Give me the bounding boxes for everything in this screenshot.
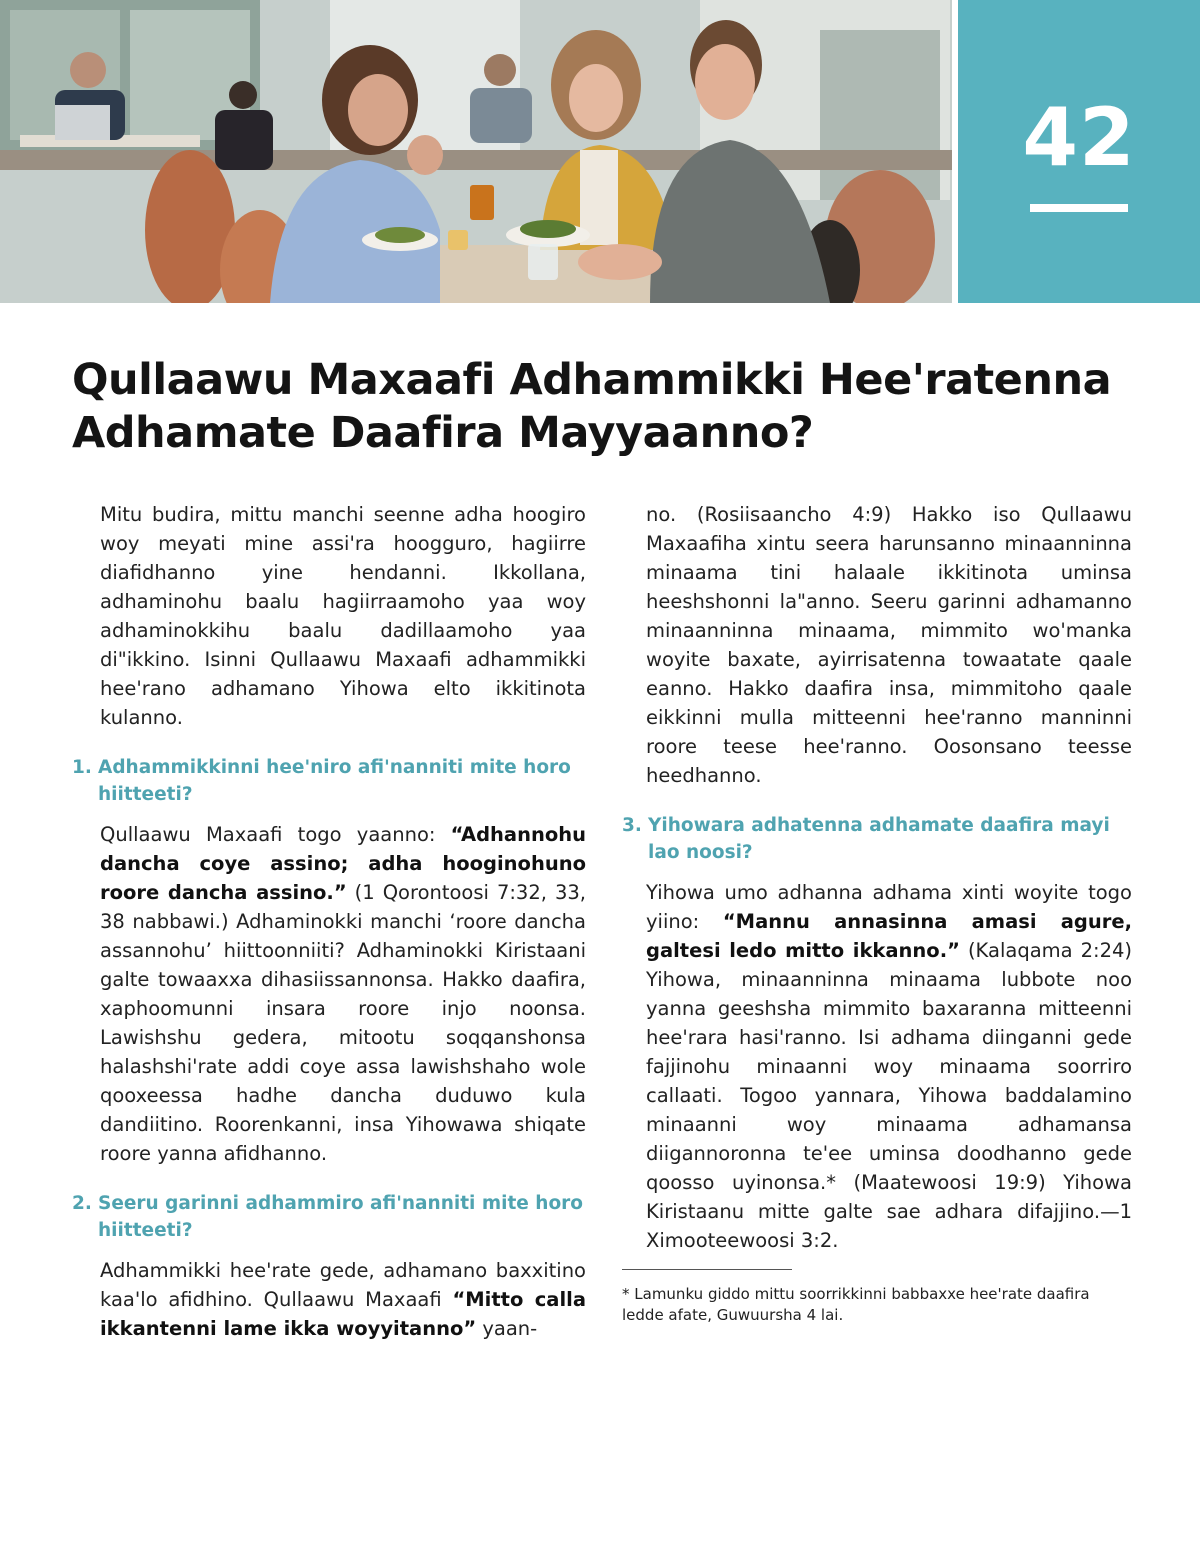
question-2-text: Seeru garinni adhammiro afi'nanniti mite horo hiitteeti? — [98, 1193, 584, 1241]
answer-2-text-a: Adhammikki hee'rate gede, adhamano baxxitino kaa'lo afidhino. Qullaawu Maxaafi — [100, 1259, 586, 1311]
question-2-number: 2. — [72, 1193, 92, 1214]
question-3-number: 3. — [622, 815, 642, 836]
question-3-text: Yihowara adhatenna adhamate daafira mayi lao noosi? — [648, 815, 1110, 863]
question-1 — [72, 754, 586, 808]
question-1-text: Adhammikkinni hee'niro afi'nanniti mite horo hiitteeti? — [98, 757, 571, 805]
answer-2-paragraph — [72, 1256, 586, 1343]
chapter-underline — [1030, 204, 1128, 212]
chapter-number: 42 — [1022, 91, 1136, 184]
footnote-divider — [622, 1269, 792, 1270]
chapter-badge — [958, 0, 1200, 303]
answer-1-text-a: Qullaawu Maxaafi togo yaanno: — [100, 823, 451, 846]
answer-1-quote: “Adhannohu dancha coye assino; adha hooginohuno roore dancha assino.” — [100, 823, 586, 904]
answer-3-text-a: Yihowa umo adhanna adhama xinti woyite togo yiino: — [646, 881, 1132, 933]
header-photo — [0, 0, 952, 303]
answer-3-quote: “Mannu annasinna amasi agure, galtesi ledo mitto ikkanno.” — [646, 910, 1132, 962]
page-title: Qullaawu Maxaafi Adhammikki Hee'ratenna Adhamate Daafira Mayyaanno? — [72, 355, 1112, 458]
answer-2-text-b-start: yaan- — [476, 1317, 538, 1340]
answer-3-text-b: (Kalaqama 2:24) Yihowa, minaanninna minaama lubbote noo yanna geeshsha mimmito baxaranna mitteenni hee'rara hasi'ranno. Isi adhama diinganni gede fajjinohu minaanni woy minaama soorriro callaati. Togoo yannara, Yihowa baddalamino minaanni woy minaama adhamansa diigannoronna te'ee uminsa doodhanno gede qoosso uyinonsa.* (Maatewoosi 19:9) Yihowa Kiristaanu mitte galte sae adhara difajjino.—1 Ximooteewoosi 3:2. — [646, 939, 1133, 1252]
intro-paragraph: Mitu budira, mittu manchi seenne adha hoogiro woy meyati mine assi'ra hoogguro, hagiirre diafidhanno yine hendanni. Ikkollana, adhaminohu baalu hagiirraamoho yaa woy adhaminokkihu baalu dadillaamoho yaa di"ikkino. Isinni Qullaawu Maxaafi adhammikki hee'rano adhamano Yihowa elto ikkitinota kulanno. — [100, 503, 586, 729]
answer-2-quote: “Mitto calla ikkantenni lame ikka woyyitanno” — [100, 1288, 586, 1340]
question-2 — [72, 1190, 586, 1244]
right-column — [622, 500, 1132, 1326]
footnote: * Lamunku giddo mittu soorrikkinni babbaxxe hee'rate daafira ledde afate, Guwuursha 4 lai. — [622, 1285, 1090, 1324]
answer-2-continued: no. (Rosiisaancho 4:9) Hakko iso Qullaawu Maxaafiha xintu seera harunsanno minaanninna minaama tini halaale ikkitinota uminsa heeshshonni la"anno. Seeru garinni adhamanno minaanninna minaama, mimmito wo'manka woyite baxate, ayirrisatenna towaatate qaale eanno. Hakko daafira insa, mimmitoho qaale eikkinni mulla mitteenni hee'ranno manninni roore teese hee'ranno. Oosonsano teesse heedhanno. — [646, 503, 1132, 787]
answer-3-paragraph — [622, 878, 1132, 1255]
question-1-number: 1. — [72, 757, 92, 778]
left-column — [72, 500, 586, 1343]
cafe-scene-illustration — [0, 0, 952, 303]
question-3 — [622, 812, 1132, 866]
answer-1-paragraph — [72, 820, 586, 1168]
answer-1-text-b: (1 Qorontoosi 7:32, 33, 38 nabbawi.) Adhaminokki manchi ‘roore dancha assannohu’ hiittoonniiti? Adhaminokki Kiristaani galte towaaxxa dihasiissannonsa. Hakko daafira, xaphoomunni insara roore injo noonsa. Lawishshu gedera, mitootu soqqanshonsa halashshi'rate addi coye assa lawishshaho wole qooxeessa hadhe dancha duduwo kula dandiitino. Roorenkanni, insa Yihowawa shiqate roore yanna afidhanno. — [100, 881, 586, 1165]
